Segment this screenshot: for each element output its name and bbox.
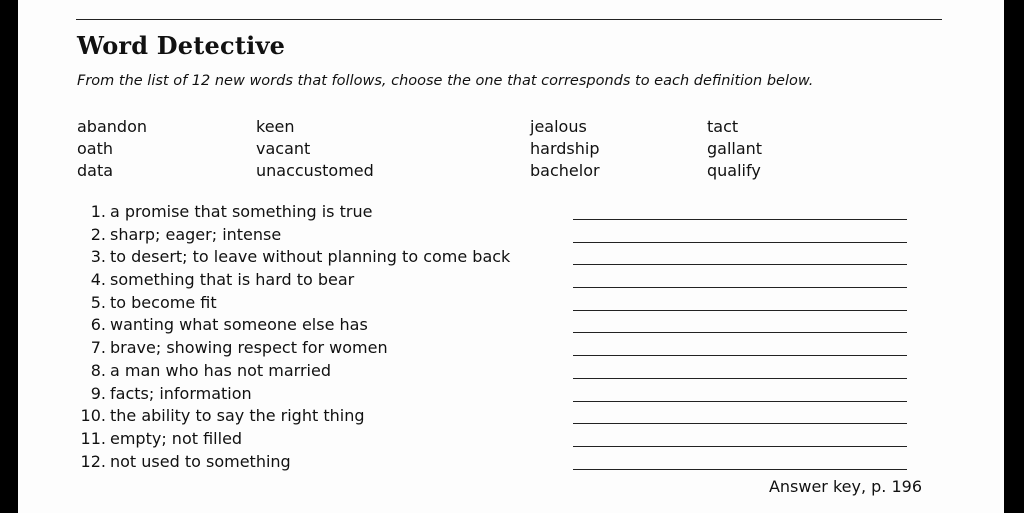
definition-text: something that is hard to bear	[110, 270, 355, 290]
definition-number: 8.	[90, 360, 106, 380]
definition-row	[76, 225, 976, 248]
definition-number: 9.	[90, 383, 106, 403]
definition-number: 11.	[80, 428, 106, 448]
worksheet-page	[18, 0, 1004, 513]
definition-number: 4.	[90, 270, 106, 290]
word-item: hardship	[530, 139, 600, 158]
definition-text: sharp; eager; intense	[110, 224, 282, 244]
definition-number: 6.	[90, 315, 106, 335]
definition-number: 10.	[80, 406, 106, 426]
definition-row	[76, 406, 976, 429]
definition-row	[76, 338, 976, 361]
word-item: jealous	[530, 117, 587, 136]
answer-blank[interactable]	[573, 355, 907, 356]
word-item: gallant	[707, 139, 763, 158]
word-item: qualify	[707, 161, 761, 180]
answer-blank[interactable]	[573, 264, 907, 265]
answer-blank[interactable]	[573, 332, 907, 333]
answer-blank[interactable]	[573, 446, 907, 447]
definition-number: 12.	[80, 451, 106, 471]
definition-number: 3.	[90, 247, 106, 267]
definition-text: to desert; to leave without planning to come back	[110, 247, 511, 267]
definition-number: 5.	[90, 292, 106, 312]
definition-text: a man who has not married	[110, 360, 331, 380]
definition-text: a promise that something is true	[110, 202, 373, 221]
definition-text: the ability to say the right thing	[110, 406, 365, 426]
word-item: vacant	[256, 139, 311, 158]
answer-key-note: Answer key, p. 196	[768, 477, 922, 496]
word-column-3	[530, 116, 600, 182]
word-item: bachelor	[530, 161, 600, 180]
definition-row	[76, 247, 976, 270]
word-item: abandon	[77, 117, 147, 136]
definition-text: wanting what someone else has	[110, 315, 368, 335]
definition-text: facts; information	[110, 383, 252, 403]
definition-number: 7.	[90, 338, 106, 358]
word-column-1	[77, 116, 147, 182]
definition-row	[76, 384, 976, 407]
definition-number: 2.	[90, 224, 106, 244]
definition-text: to become fit	[110, 292, 217, 312]
definition-row	[76, 270, 976, 293]
answer-blank[interactable]	[573, 287, 907, 288]
definition-row	[76, 293, 976, 316]
word-item: tact	[707, 117, 739, 136]
answer-blank[interactable]	[573, 242, 907, 243]
definition-number: 1.	[90, 202, 106, 221]
word-column-2	[256, 116, 374, 182]
definition-row	[76, 429, 976, 452]
definition-text: not used to something	[110, 451, 291, 471]
word-item: data	[77, 161, 114, 180]
definition-text: brave; showing respect for women	[110, 338, 388, 358]
definition-row	[76, 315, 976, 338]
word-column-4	[707, 116, 762, 182]
answer-blank[interactable]	[573, 378, 907, 379]
answer-blank[interactable]	[573, 401, 907, 402]
word-item: oath	[77, 139, 114, 158]
top-rule	[76, 19, 942, 20]
answer-blank[interactable]	[573, 423, 907, 424]
answer-blank[interactable]	[573, 469, 907, 470]
page-title: Word Detective	[77, 31, 286, 60]
definition-row	[76, 202, 976, 225]
definition-row	[76, 361, 976, 384]
answer-blank[interactable]	[573, 219, 907, 220]
definition-text: empty; not filled	[110, 428, 243, 448]
word-item: unaccustomed	[256, 161, 374, 180]
definitions-list	[76, 202, 976, 474]
definition-row	[76, 452, 976, 475]
answer-blank[interactable]	[573, 310, 907, 311]
instructions: From the list of 12 new words that follows, choose the one that corresponds to each definition below.	[77, 73, 814, 89]
word-item: keen	[256, 117, 295, 136]
